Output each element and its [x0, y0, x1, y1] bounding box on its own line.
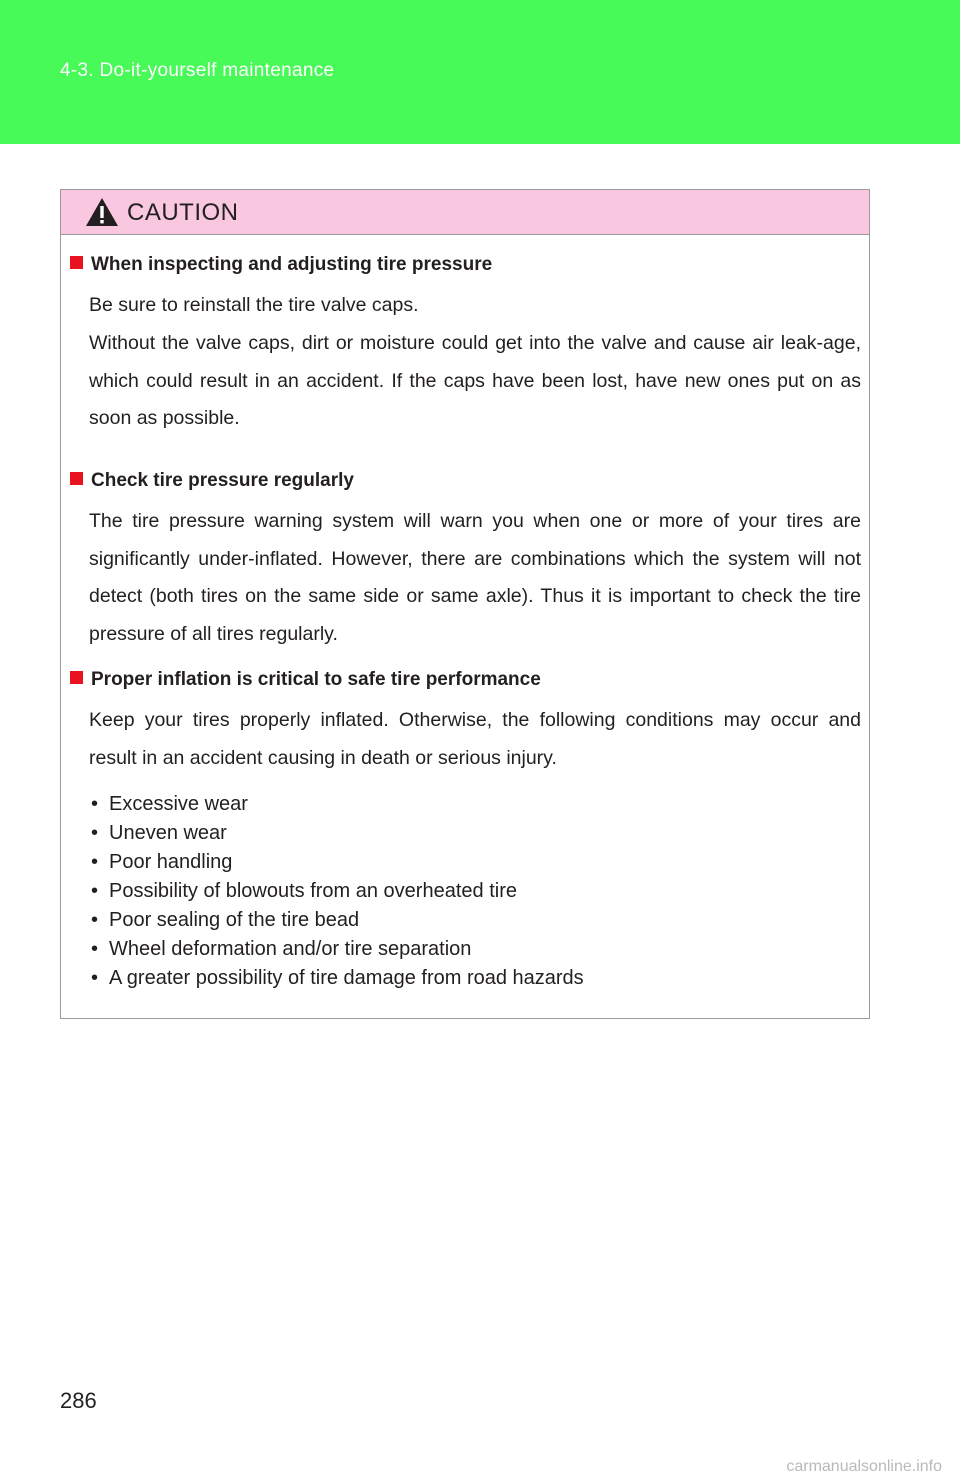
- list-item: • Possibility of blowouts from an overheated tire: [91, 880, 517, 902]
- list-item: • A greater possibility of tire damage from road hazards: [91, 967, 584, 989]
- section-heading-inspecting: When inspecting and adjusting tire pressure: [70, 254, 492, 276]
- page-number: 286: [60, 1388, 97, 1413]
- bullet-list: [89, 790, 849, 993]
- paragraph: Without the valve caps, dirt or moisture could get into the valve and cause air leak-age, which could result in an accident. If the caps have been lost, have new ones put on as soon as possible.: [89, 332, 861, 429]
- red-square-icon: [70, 472, 83, 485]
- section-title: 4-3. Do-it-yourself maintenance: [60, 60, 335, 81]
- red-square-icon: [70, 256, 83, 269]
- paragraph: The tire pressure warning system will warn you when one or more of your tires are significantly under-inflated. However, there are combinations which the system will not detect (both tires on the same side or same axle). Thus it is important to check the tire pressure of all tires regularly.: [89, 510, 861, 645]
- caution-box: [60, 189, 870, 1019]
- list-item: • Excessive wear: [91, 793, 248, 815]
- warning-icon: [85, 197, 119, 227]
- list-item: • Poor sealing of the tire bead: [91, 909, 360, 931]
- caution-title: CAUTION: [127, 199, 239, 226]
- list-item: • Uneven wear: [91, 822, 227, 844]
- paragraph: Be sure to reinstall the tire valve caps.: [89, 294, 419, 316]
- section-heading-check-regularly: Check tire pressure regularly: [70, 470, 354, 492]
- section-heading-proper-inflation: Proper inflation is critical to safe tire performance: [70, 669, 541, 691]
- red-square-icon: [70, 671, 83, 684]
- list-item: • Poor handling: [91, 851, 233, 873]
- list-item: • Wheel deformation and/or tire separation: [91, 938, 472, 960]
- watermark: carmanualsonline.info: [786, 1458, 942, 1475]
- paragraph: Keep your tires properly inflated. Otherwise, the following conditions may occur and result in an accident causing in death or serious injury.: [89, 709, 861, 769]
- caution-header: [61, 190, 869, 235]
